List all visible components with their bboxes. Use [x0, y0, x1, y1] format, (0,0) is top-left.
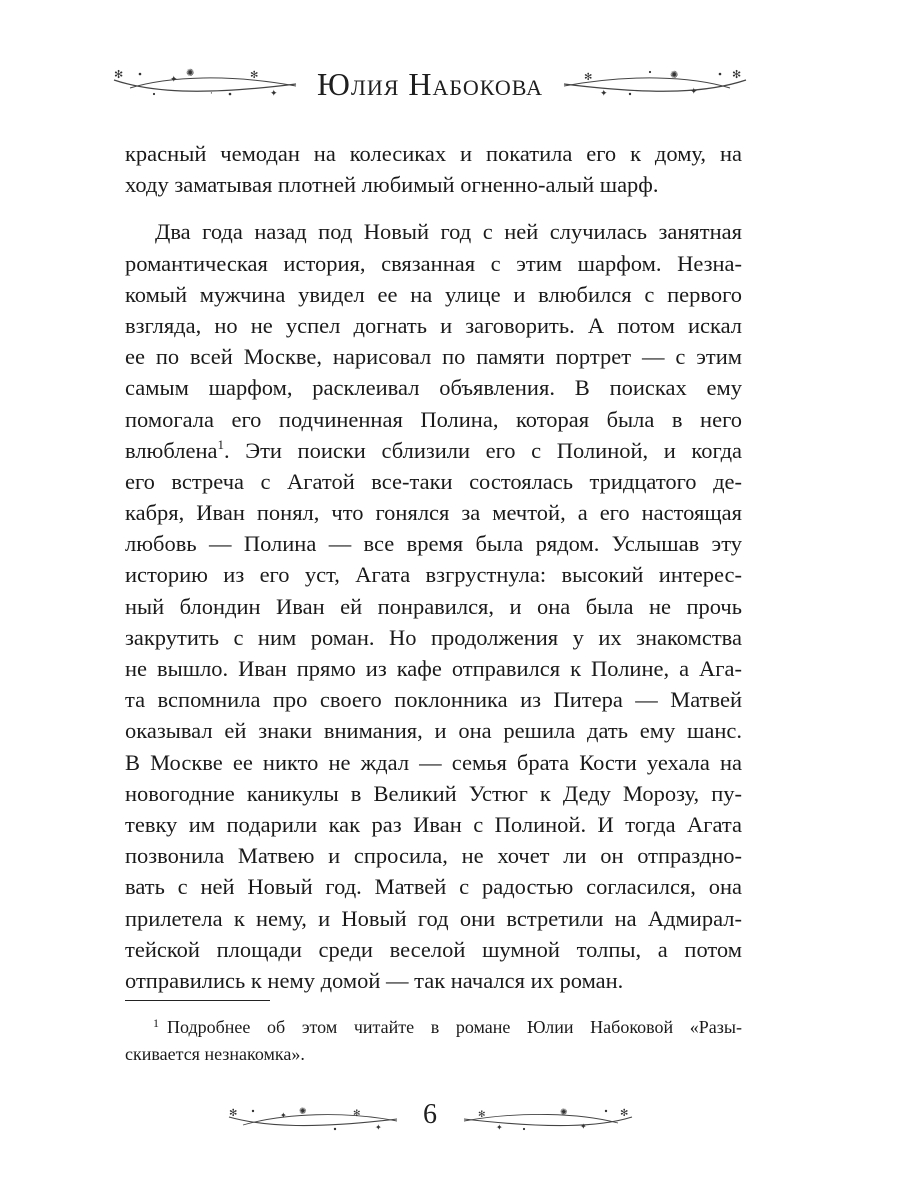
svg-text:✻: ✻: [250, 70, 259, 81]
svg-text:✻: ✻: [353, 1109, 361, 1119]
left-snowflake-flourish-ornament: [110, 66, 300, 100]
svg-text:✦: ✦: [375, 1123, 382, 1132]
left-footer-snowflake-ornament: [225, 1105, 400, 1133]
text-line: оказывал ей знаки внимания, и она решила дать ему шанс.: [125, 718, 742, 744]
text-line-with-footnote: [125, 435, 742, 466]
footnote-reference[interactable]: 1: [217, 436, 224, 452]
text-line: кабря, Иван понял, что гонялся за мечтой, а его настоящая: [125, 500, 742, 526]
svg-text:✦: ✦: [600, 89, 608, 99]
text-line: ный блондин Иван ей понравился, и она была не прочь: [125, 593, 742, 619]
footnote-line: [125, 1014, 742, 1041]
text-line: отправились к нему домой — так начался их роман.: [125, 967, 624, 993]
text-line: В Москве ее никто не ждал — семья брата Кости уехала на: [125, 749, 742, 775]
svg-text:✦: ✦: [496, 1123, 503, 1132]
page-footer: [225, 1097, 635, 1141]
author-name-header: Юлия Набокова: [317, 66, 543, 102]
footnote-mark: 1: [153, 1016, 159, 1030]
text-segment: . Эти поиски сблизили его с Полиной, и когда: [224, 437, 742, 463]
paragraph-gap: [125, 200, 742, 216]
text-line: позвонила Матвею и спросила, не хочет ли он отпраздно-: [125, 843, 742, 869]
text-line: тейской площади среди веселой шумной толпы, а потом: [125, 936, 742, 962]
footnote-line: скивается незнакомка».: [125, 1044, 305, 1064]
text-segment: влюблена: [125, 437, 218, 463]
text-line: прилетела к нему, и Новый год они встретили на Адмирал-: [125, 905, 742, 931]
text-line: комый мужчина увидел ее на улице и влюбился с первого: [125, 281, 742, 307]
svg-text:✺: ✺: [560, 1108, 568, 1118]
svg-text:✦: ✦: [270, 89, 278, 99]
svg-text:✦: ✦: [690, 87, 698, 97]
footnote: [125, 1014, 742, 1068]
text-line: любовь — Полина — все время была рядом. Услышав эту: [125, 531, 742, 557]
text-line: ее по всей Москве, нарисовал по памяти портрет — с этим: [125, 344, 742, 370]
main-text: [125, 138, 742, 996]
svg-text:✻: ✻: [732, 68, 742, 81]
right-footer-snowflake-ornament: [460, 1105, 635, 1133]
text-line: ходу заматывая плотней любимый огненно-алый шарф.: [125, 172, 659, 198]
svg-text:✻: ✻: [584, 72, 593, 83]
svg-text:✻: ✻: [229, 1108, 238, 1119]
text-line: Два года назад под Новый год с ней случилась занятная: [155, 219, 742, 245]
text-line: та вспомнила про своего поклонника из Питера — Матвей: [125, 687, 742, 713]
svg-text:✦: ✦: [280, 1111, 287, 1120]
text-line: взгляда, но не успел догнать и заговорить. А потом искал: [125, 312, 742, 338]
svg-text:·: ·: [210, 89, 213, 99]
text-line: романтическая история, связанная с этим шарфом. Незна-: [125, 250, 742, 276]
svg-text:✻: ✻: [478, 1110, 486, 1120]
page-number: 6: [423, 1099, 437, 1130]
running-header: [110, 58, 750, 108]
text-line: не вышло. Иван прямо из кафе отправился к Полине, а Ага-: [125, 656, 742, 681]
svg-text:✻: ✻: [620, 1108, 629, 1119]
footnote-divider: [125, 1000, 270, 1001]
text-line: тевку им подарили как раз Иван с Полиной. И тогда Агата: [125, 811, 742, 837]
text-line: историю из его уст, Агата взгрустнула: высокий интерес-: [125, 562, 742, 588]
right-snowflake-flourish-ornament: [560, 66, 750, 100]
text-line: помогала его подчиненная Полина, которая была в него: [125, 406, 742, 432]
text-line: его встреча с Агатой все-таки состоялась тридцатого де-: [125, 468, 742, 494]
svg-text:✺: ✺: [186, 68, 195, 79]
svg-text:✺: ✺: [670, 70, 679, 81]
svg-text:✦: ✦: [170, 75, 178, 85]
svg-text:✺: ✺: [299, 1107, 307, 1117]
footnote-text: Подробнее об этом читайте в романе Юлии Набоковой «Разы-: [167, 1017, 742, 1037]
text-line: красный чемодан на колесиках и покатила его к дому, на: [125, 141, 742, 166]
svg-text:✦: ✦: [580, 1122, 587, 1131]
svg-text:✻: ✻: [114, 68, 124, 81]
text-line: новогодние каникулы в Великий Устюг к Деду Морозу, пу-: [125, 780, 742, 806]
text-line: закрутить с ним роман. Но продолжения у их знакомства: [125, 624, 742, 650]
text-line: самым шарфом, расклеивал объявления. В поисках ему: [125, 375, 742, 401]
text-line: вать с ней Новый год. Матвей с радостью согласился, она: [125, 874, 742, 900]
